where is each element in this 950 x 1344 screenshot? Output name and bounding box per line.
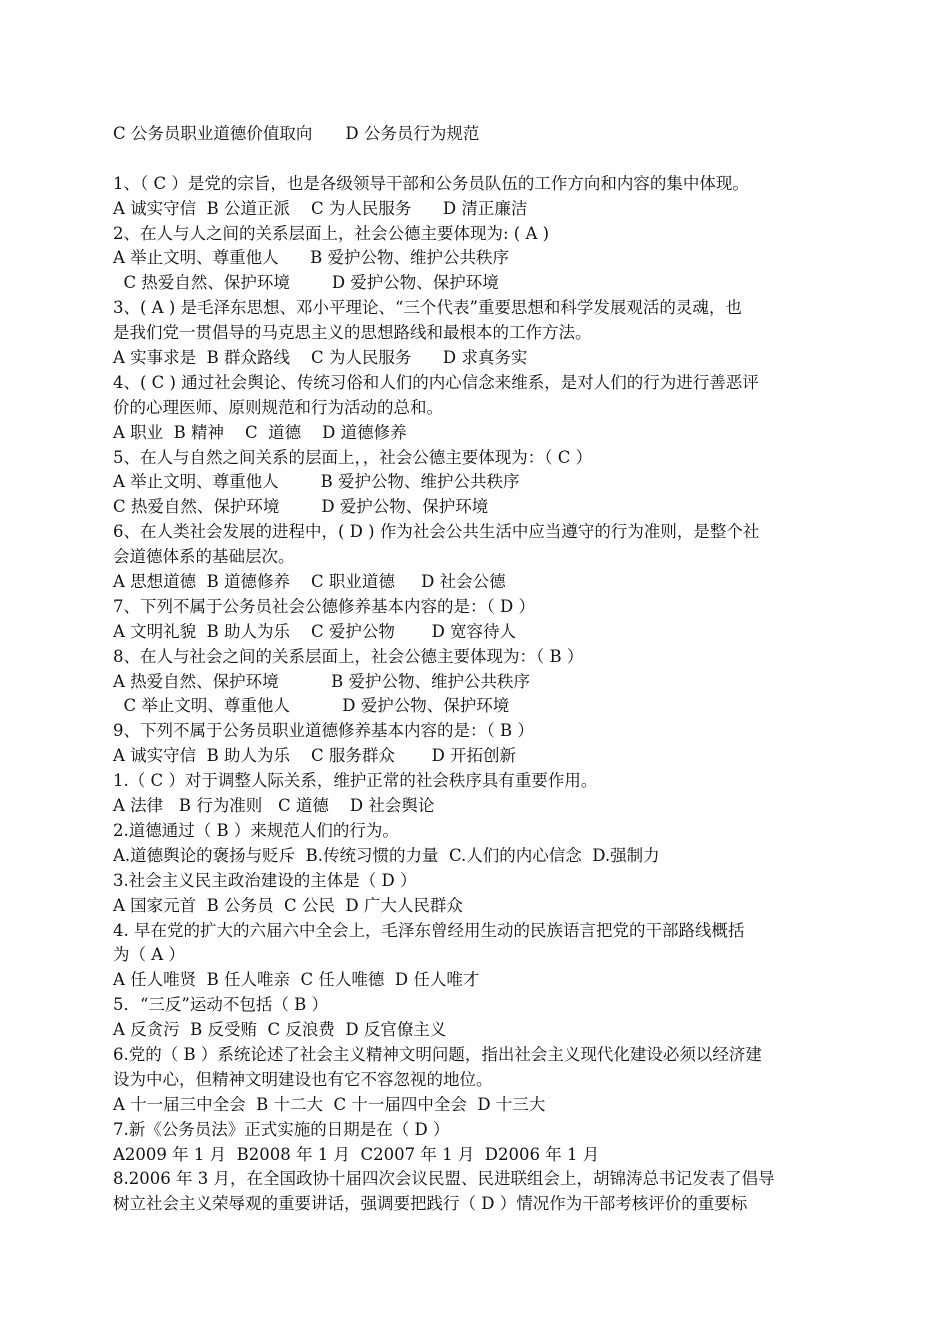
text-line: A 举止文明、尊重他人 B 爱护公物、维护公共秩序 <box>113 248 509 268</box>
text-line: 2.道德通过（ B ）来规范人们的行为。 <box>113 820 399 840</box>
text-line: A 诚实守信 B 助人为乐 C 服务群众 D 开拓创新 <box>113 746 517 766</box>
document-body <box>113 122 843 1217</box>
text-line: A 十一届三中全会 B 十二大 C 十一届四中全会 D 十三大 <box>113 1094 546 1114</box>
text-line: A 思想道德 B 道德修养 C 职业道德 D 社会公德 <box>113 572 506 592</box>
text-line: 6.党的（ B ）系统论述了社会主义精神文明问题，指出社会主义现代化建设必须以经济建 <box>113 1044 762 1064</box>
text-line: 6、在人类社会发展的进程中，( D ) 作为社会公共生活中应当遵守的行为准则，是整个社 <box>113 522 760 542</box>
text-line: 1.（ C ）对于调整人际关系，维护正常的社会秩序具有重要作用。 <box>113 771 598 791</box>
text-line: 价的心理医师、原则规范和行为活动的总和。 <box>113 397 443 417</box>
text-line: A2009 年 1 月 B2008 年 1 月 C2007 年 1 月 D2006 年 1 月 <box>113 1144 600 1164</box>
text-line: 为（ A ） <box>113 945 185 965</box>
text-line: C 举止文明、尊重他人 D 爱护公物、保护环境 <box>113 696 510 716</box>
text-line: 9、下列不属于公务员职业道德修养基本内容的是：（ B ） <box>113 721 534 741</box>
text-line: 设为中心，但精神文明建设也有它不容忽视的地位。 <box>113 1069 493 1089</box>
text-line: A 热爱自然、保护环境 B 爱护公物、维护公共秩序 <box>113 671 530 691</box>
text-line: 3.社会主义民主政治建设的主体是（ D ） <box>113 870 417 890</box>
text-line: A 文明礼貌 B 助人为乐 C 爱护公物 D 宽容待人 <box>113 621 517 641</box>
text-line: 1、（ C ）是党的宗旨，也是各级领导干部和公务员队伍的工作方向和内容的集中体现。 <box>113 173 749 193</box>
text-line: 是我们党一贯倡导的马克思主义的思想路线和最根本的工作方法。 <box>113 323 592 343</box>
text-line: 5．“三反”运动不包括（ B ） <box>113 995 328 1015</box>
text-line: A 反贪污 B 反受贿 C 反浪费 D 反官僚主义 <box>113 1020 447 1040</box>
text-line: 2、在人与人之间的关系层面上，社会公德主要体现为: ( A ) <box>113 223 550 243</box>
text-line: A 职业 B 精神 C 道德 D 道德修养 <box>113 422 407 442</box>
text-line: A.道德舆论的褒扬与贬斥 B.传统习惯的力量 C.人们的内心信念 D.强制力 <box>113 845 660 865</box>
text-line: 7.新《公务员法》正式实施的日期是在（ D ） <box>113 1119 450 1139</box>
blank-line <box>113 147 843 172</box>
text-line: A 举止文明、尊重他人 B 爱护公物、维护公共秩序 <box>113 472 520 492</box>
text-line: 8.2006 年 3 月，在全国政协十届四次会议民盟、民进联组会上，胡锦涛总书记发表了倡导 <box>113 1169 775 1189</box>
text-line: C 热爱自然、保护环境 D 爱护公物、保护环境 <box>113 497 489 517</box>
text-line: 4、( C ) 通过社会舆论、传统习俗和人们的内心信念来维系，是对人们的行为进行善恶评 <box>113 372 759 392</box>
text-line: A 任人唯贤 B 任人唯亲 C 任人唯德 D 任人唯才 <box>113 970 480 990</box>
text-line: A 法律 B 行为准则 C 道德 D 社会舆论 <box>113 796 435 816</box>
text-line: 树立社会主义荣辱观的重要讲话，强调要把践行（ D ）情况作为干部考核评价的重要标 <box>113 1194 748 1214</box>
text-line: A 国家元首 B 公务员 C 公民 D 广大人民群众 <box>113 895 463 915</box>
text-line: A 实事求是 B 群众路线 C 为人民服务 D 求真务实 <box>113 348 528 368</box>
text-line: 4. 早在党的扩大的六届六中全会上，毛泽东曾经用生动的民族语言把党的干部路线概括 <box>113 920 745 940</box>
text-line: 会道德体系的基础层次。 <box>113 547 295 567</box>
text-line: C 热爱自然、保护环境 D 爱护公物、保护环境 <box>113 273 499 293</box>
text-line: 5、在人与自然之间关系的层面上，，社会公德主要体现为：（ C ） <box>113 447 593 467</box>
text-line: C 公务员职业道德价值取向 D 公务员行为规范 <box>113 124 480 143</box>
text-line: 3、( A ) 是毛泽东思想、邓小平理论、“三个代表”重要思想和科学发展观活的灵魂，也 <box>113 298 742 318</box>
text-line: 8、在人与社会之间的关系层面上，社会公德主要体现为：（ B ） <box>113 646 584 666</box>
text-line: 7、下列不属于公务员社会公德修养基本内容的是：（ D ） <box>113 596 535 616</box>
text-line: A 诚实守信 B 公道正派 C 为人民服务 D 清正廉洁 <box>113 198 528 218</box>
